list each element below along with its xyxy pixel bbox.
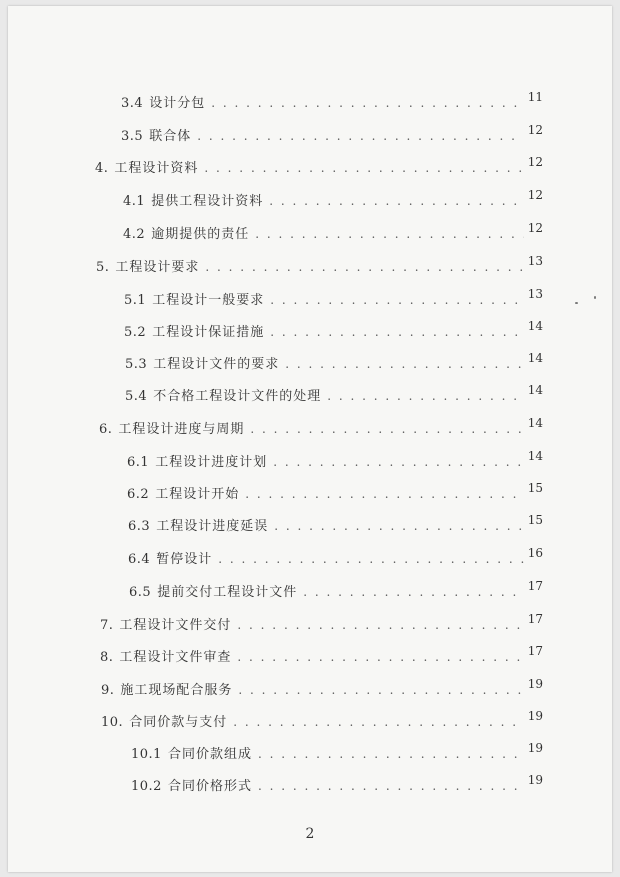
toc-leader-dots (269, 192, 524, 210)
toc-entry-page: 12 (527, 221, 543, 235)
toc-entry-title: 工程设计文件的要求 (153, 357, 280, 372)
toc-leader-dots (237, 616, 523, 634)
toc-entry-title: 合同价格形式 (167, 779, 252, 794)
toc-entry[interactable] (100, 612, 543, 635)
toc-leader-dots (273, 453, 524, 471)
toc-entry-page: 14 (527, 416, 543, 430)
toc-entry-title: 合同价款与支付 (129, 715, 228, 730)
toc-entry-title: 工程设计保证措施 (152, 325, 265, 340)
toc-entry-title: 工程设计文件交付 (119, 618, 232, 633)
toc-entry[interactable] (121, 90, 543, 113)
toc-entry-page: 19 (527, 741, 543, 755)
toc-leader-dots (233, 713, 524, 731)
toc-entry-page: 16 (527, 546, 543, 560)
toc-leader-dots (218, 550, 524, 568)
toc-entry[interactable] (121, 123, 543, 146)
toc-leader-dots (255, 225, 524, 243)
toc-entry-number: 6.3 (128, 519, 151, 534)
toc-entry-number: 6. (99, 422, 113, 437)
document-page (8, 6, 612, 872)
toc-leader-dots (204, 159, 523, 177)
toc-entry-number: 5.2 (124, 325, 147, 340)
toc-entry-title: 工程设计进度延误 (156, 519, 269, 534)
toc-leader-dots (303, 583, 524, 601)
toc-entry-number: 4. (95, 161, 109, 176)
toc-entry-page: 14 (527, 449, 543, 463)
toc-entry-page: 11 (527, 90, 543, 104)
toc-entry-title: 暂停设计 (156, 552, 213, 567)
toc-entry[interactable] (125, 351, 543, 374)
table-of-contents (8, 6, 612, 872)
toc-entry-page: 12 (527, 123, 543, 137)
toc-entry-number: 5. (96, 260, 110, 275)
toc-entry-page: 19 (527, 677, 543, 691)
toc-entry[interactable] (124, 287, 543, 310)
toc-entry-title: 设计分包 (149, 96, 206, 111)
toc-leader-dots (245, 485, 524, 503)
toc-entry-number: 6.5 (129, 585, 152, 600)
toc-leader-dots (270, 323, 524, 341)
toc-entry-page: 19 (527, 773, 543, 787)
toc-entry-number: 4.1 (123, 194, 146, 209)
toc-entry[interactable] (127, 481, 543, 504)
toc-entry[interactable] (128, 513, 543, 536)
toc-leader-dots (258, 745, 524, 763)
toc-entry-title: 工程设计一般要求 (152, 293, 265, 308)
page-number: 2 (305, 826, 315, 842)
toc-entry[interactable] (99, 416, 543, 439)
toc-entry-title: 联合体 (149, 129, 192, 144)
toc-entry[interactable] (96, 254, 543, 277)
toc-entry[interactable] (101, 677, 543, 700)
scan-speck (594, 296, 596, 299)
toc-entry-title: 工程设计开始 (155, 487, 240, 502)
toc-entry-number: 6.1 (127, 455, 150, 470)
toc-entry-page: 17 (527, 644, 543, 658)
toc-entry-title: 提前交付工程设计文件 (157, 585, 298, 600)
toc-entry-title: 施工现场配合服务 (120, 683, 233, 698)
toc-entry[interactable] (124, 319, 543, 342)
toc-leader-dots (250, 420, 523, 438)
toc-entry-page: 17 (527, 612, 543, 626)
toc-leader-dots (327, 387, 524, 405)
toc-entry-number: 3.4 (121, 96, 144, 111)
toc-entry-page: 14 (527, 351, 543, 365)
toc-entry-page: 19 (527, 709, 543, 723)
toc-entry-page: 17 (527, 579, 543, 593)
toc-entry-title: 合同价款组成 (167, 747, 252, 762)
toc-entry[interactable] (125, 383, 543, 406)
toc-leader-dots (274, 517, 524, 535)
toc-leader-dots (205, 258, 523, 276)
toc-entry-number: 7. (100, 618, 114, 633)
toc-entry-number: 3.5 (121, 129, 144, 144)
toc-entry-page: 15 (527, 481, 543, 495)
toc-entry[interactable] (123, 188, 543, 211)
toc-entry-title: 提供工程设计资料 (151, 194, 264, 209)
toc-entry-title: 不合格工程设计文件的处理 (153, 389, 322, 404)
toc-entry[interactable] (123, 221, 543, 244)
toc-entry-number: 8. (100, 650, 114, 665)
toc-entry-number: 5.1 (124, 293, 147, 308)
toc-entry-title: 工程设计进度计划 (155, 455, 268, 470)
toc-entry-number: 4.2 (123, 227, 146, 242)
toc-entry-number: 5.4 (125, 389, 148, 404)
scan-speck (575, 302, 578, 304)
toc-entry-number: 10.1 (131, 747, 162, 762)
toc-entry-number: 6.2 (127, 487, 150, 502)
toc-entry-page: 12 (527, 188, 543, 202)
toc-entry-page: 14 (527, 383, 543, 397)
toc-entry[interactable] (128, 546, 543, 569)
toc-entry-number: 9. (101, 683, 115, 698)
toc-entry-title: 工程设计进度与周期 (118, 422, 245, 437)
toc-entry[interactable] (95, 155, 543, 178)
toc-entry-title: 工程设计要求 (115, 260, 200, 275)
toc-entry-title: 工程设计文件审查 (119, 650, 232, 665)
toc-leader-dots (197, 127, 524, 145)
toc-entry-page: 14 (527, 319, 543, 333)
toc-entry-page: 12 (527, 155, 543, 169)
toc-entry-title: 逾期提供的责任 (151, 227, 250, 242)
toc-entry-number: 5.3 (125, 357, 148, 372)
toc-entry[interactable] (101, 709, 543, 732)
toc-entry[interactable] (127, 449, 543, 472)
toc-leader-dots (237, 648, 523, 666)
toc-leader-dots (211, 94, 524, 112)
toc-leader-dots (238, 681, 523, 699)
toc-entry[interactable] (131, 741, 543, 764)
toc-entry-page: 13 (527, 287, 543, 301)
toc-entry[interactable] (100, 644, 543, 667)
toc-leader-dots (285, 355, 524, 373)
toc-entry-number: 6.4 (128, 552, 151, 567)
toc-entry-number: 10.2 (131, 779, 162, 794)
toc-leader-dots (258, 777, 524, 795)
toc-leader-dots (270, 291, 524, 309)
toc-entry-page: 13 (527, 254, 543, 268)
toc-entry[interactable] (131, 773, 543, 796)
toc-entry-number: 10. (101, 715, 124, 730)
toc-entry-page: 15 (527, 513, 543, 527)
toc-entry[interactable] (129, 579, 543, 602)
toc-entry-title: 工程设计资料 (114, 161, 199, 176)
